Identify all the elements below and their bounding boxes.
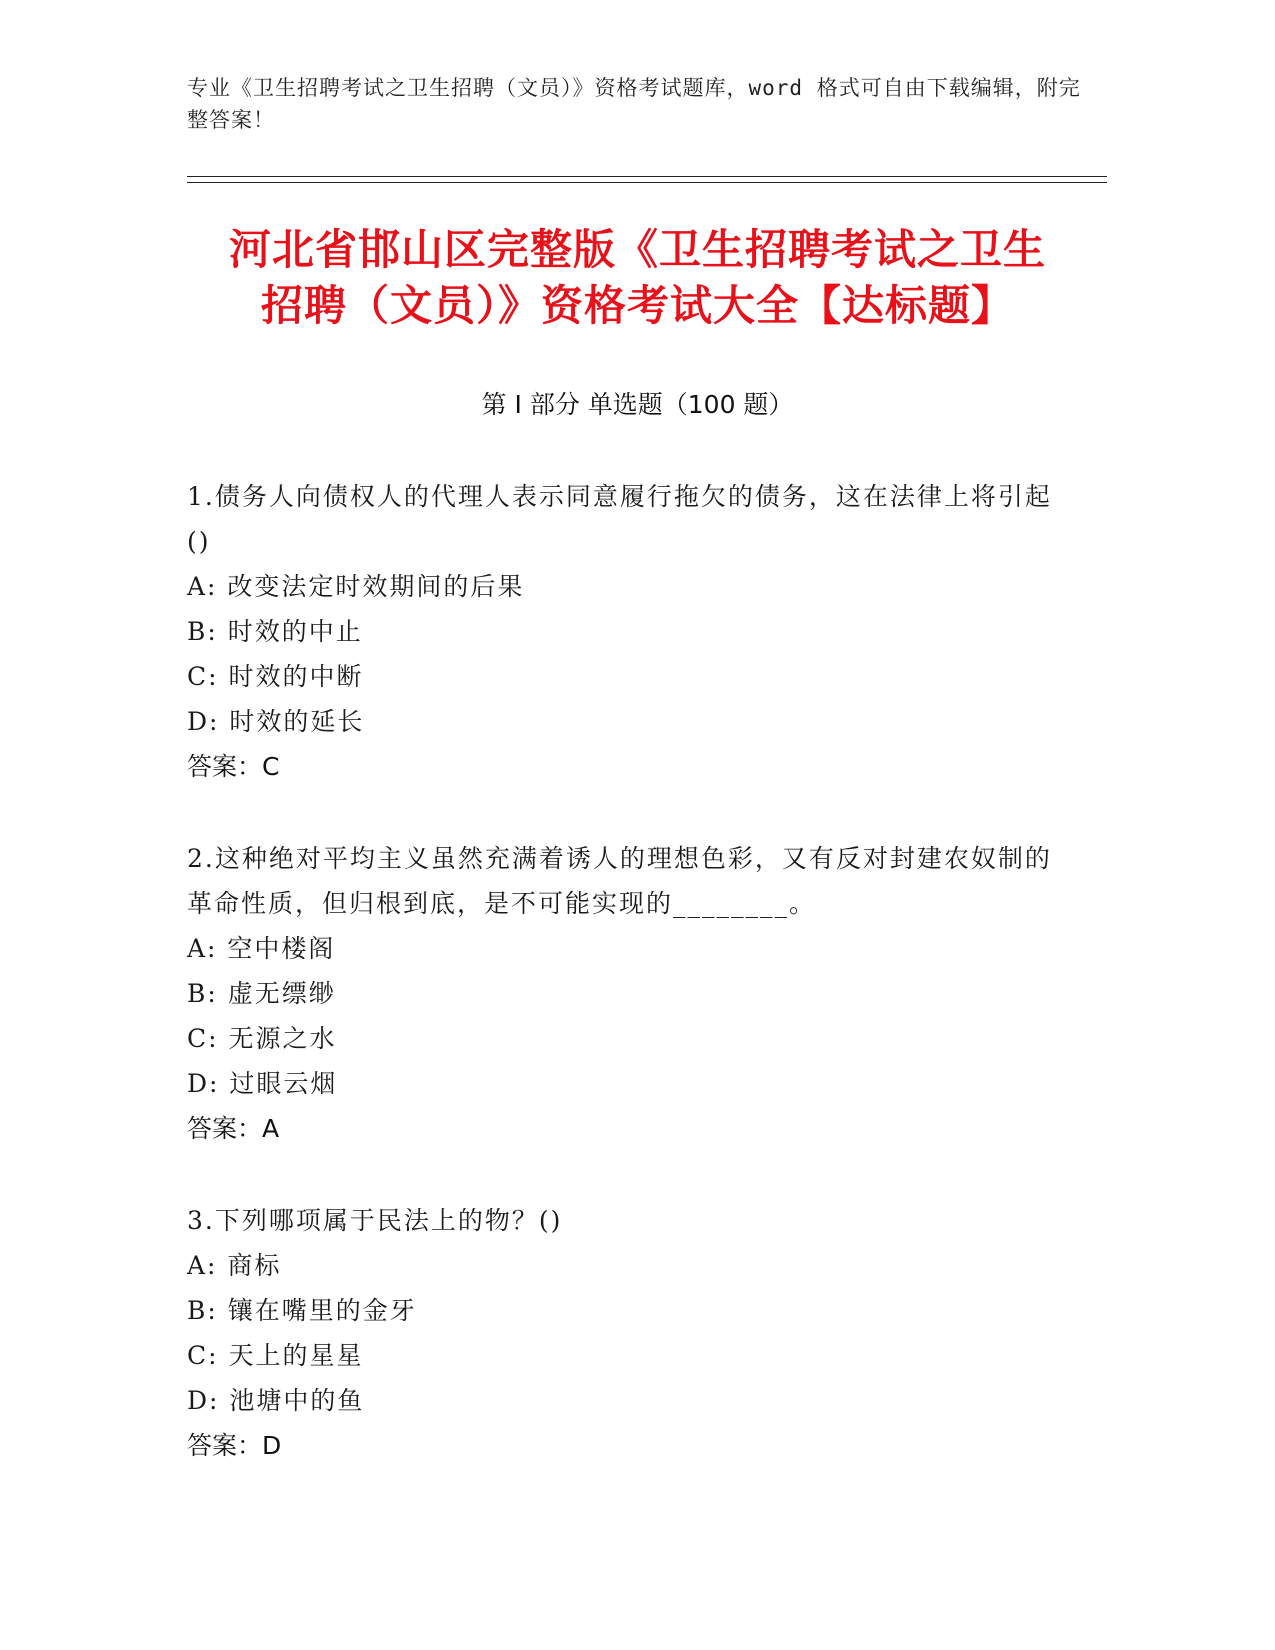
option-a: A: 改变法定时效期间的后果 <box>187 572 525 601</box>
question-2 <box>187 836 1067 1151</box>
question-stem: 1.债务人向债权人的代理人表示同意履行拖欠的债务，这在法律上将引起() <box>187 482 1052 556</box>
option-b: B: 镶在嘴里的金牙 <box>187 1296 417 1325</box>
option-c: C: 时效的中断 <box>187 662 364 691</box>
option-a: A: 空中楼阁 <box>187 934 336 963</box>
option-b: B: 时效的中止 <box>187 617 363 646</box>
option-c: C: 无源之水 <box>187 1024 337 1053</box>
answer-line: 答案：D <box>187 1431 282 1460</box>
header-note: 专业《卫生招聘考试之卫生招聘（文员）》资格考试题库，word 格式可自由下载编辑，附完整答案！ <box>187 76 1081 132</box>
option-a: A: 商标 <box>187 1251 282 1280</box>
document-title <box>140 222 1135 334</box>
question-3 <box>187 1198 1067 1468</box>
question-list <box>187 474 1067 1515</box>
question-stem: 2.这种绝对平均主义虽然充满着诱人的理想色彩，又有反对封建农奴制的革命性质，但归根到底，是不可能实现的________。 <box>187 844 1052 918</box>
document-title-line-1: 河北省邯山区完整版《卫生招聘考试之卫生 <box>228 225 1046 274</box>
option-d: D: 过眼云烟 <box>187 1069 338 1098</box>
answer-line: 答案：A <box>187 1114 280 1143</box>
question-stem: 3.下列哪项属于民法上的物？() <box>187 1206 563 1235</box>
option-d: D: 池塘中的鱼 <box>187 1386 365 1415</box>
option-b: B: 虚无缥缈 <box>187 979 336 1008</box>
option-d: D: 时效的延长 <box>187 707 365 736</box>
option-c: C: 天上的星星 <box>187 1341 364 1370</box>
header-divider-top <box>187 176 1107 177</box>
document-title-line-2: 招聘（文员）》资格考试大全【达标题】 <box>260 281 1014 330</box>
question-1 <box>187 474 1067 789</box>
section-heading: 第 I 部分 单选题（100 题） <box>481 390 794 419</box>
answer-line: 答案：C <box>187 752 280 781</box>
header-divider-bottom <box>187 182 1107 183</box>
